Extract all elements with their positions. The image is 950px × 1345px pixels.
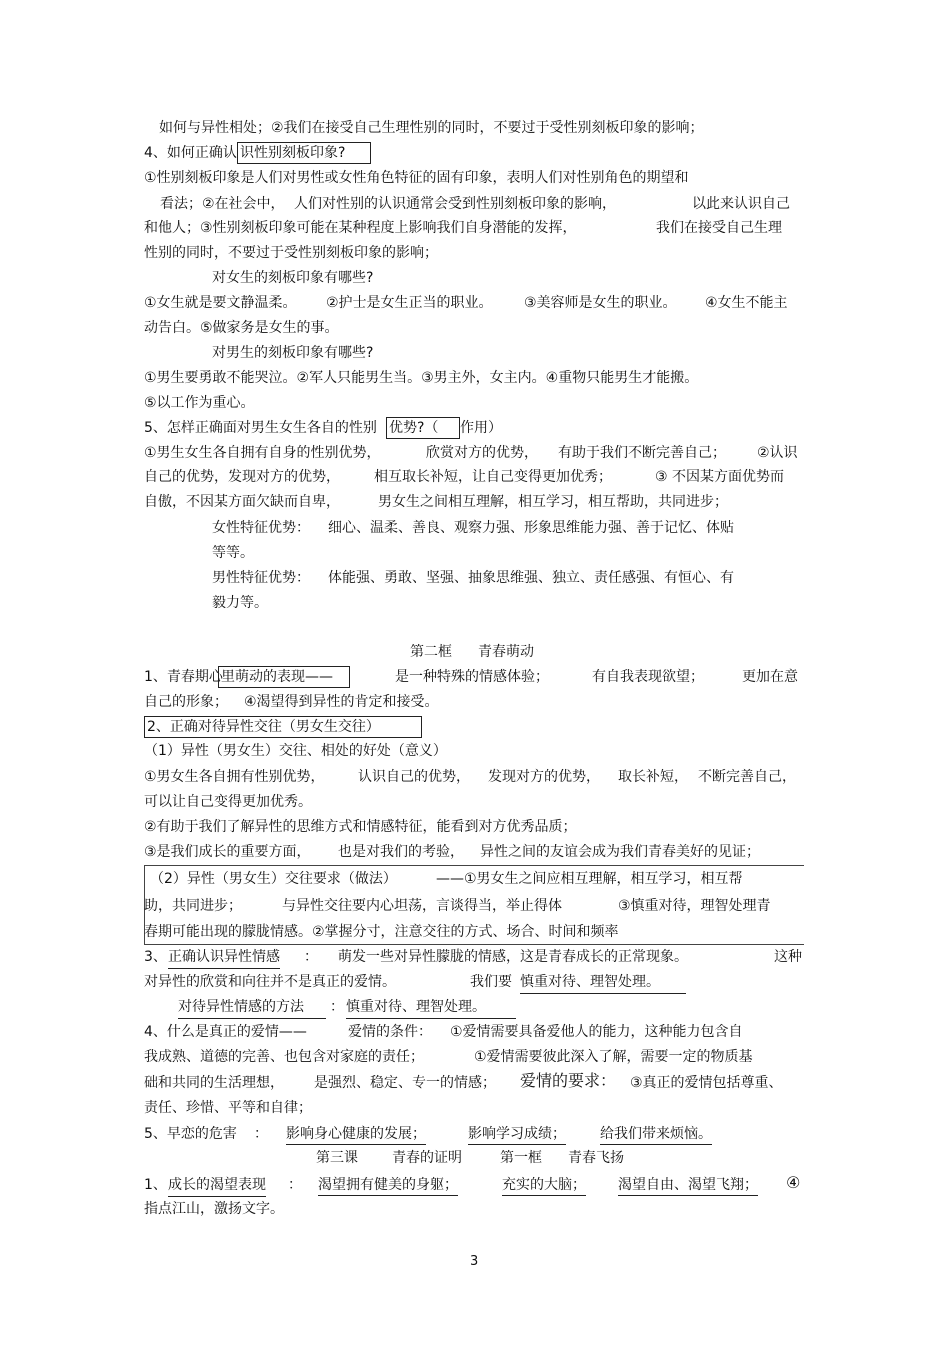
question-heading: 5、早恋的危害: [144, 1126, 237, 1142]
question-heading: 5、怎样正确面对男生女生各自的性别: [144, 420, 377, 436]
text-line: 也是对我们的考验，: [338, 844, 464, 860]
text-line: 有自我表现欲望；: [592, 669, 704, 685]
lesson-title: 第一框: [500, 1150, 542, 1166]
question-heading: 3、: [144, 949, 167, 965]
underlined-text: 影响身心健康的发展；: [286, 1124, 426, 1145]
text-line: 女性特征优势：: [212, 520, 310, 536]
text-line: ：: [304, 949, 318, 965]
text-line: ①男女生各自拥有性别优势，: [144, 769, 325, 785]
underlined-text: 渴望拥有健美的身躯；: [318, 1175, 458, 1196]
emphasis-heading: 爱情的要求：: [520, 1071, 617, 1090]
underlined-text: 影响学习成绩；: [468, 1124, 566, 1145]
underlined-term: 慎重对待、理智处理。: [520, 972, 686, 994]
text-line: 自傲，不因某方面欠缺而自卑，: [144, 494, 340, 510]
text-line: 体能强、勇敢、坚强、抽象思维强、独立、责任感强、有恒心、有: [328, 570, 734, 586]
text-line: 动告白。⑤做家务是女生的事。: [144, 320, 339, 336]
text-line: ：: [288, 1177, 302, 1193]
sub-heading: 对男生的刻板印象有哪些?: [212, 345, 374, 361]
text-line: 性别的同时，不要过于受性别刻板印象的影响；: [144, 245, 438, 261]
text-line: 我们要: [470, 974, 512, 990]
section-title: 青春萌动: [478, 644, 534, 660]
text-line: ①性别刻板印象是人们对男性或女性角色特征的固有印象，表明人们对性别角色的期望和: [144, 170, 689, 186]
text-line: ③真正的爱情包括尊重、: [630, 1075, 783, 1091]
text-line: 更加在意: [742, 669, 798, 685]
frame-border-top: [144, 865, 804, 866]
text-line: 等等。: [212, 545, 254, 561]
text-line: ②认识: [757, 445, 798, 461]
text-line: 以此来认识自己: [692, 196, 790, 212]
text-line: 与异性交往要内心坦荡，言谈得当，举止得体: [282, 898, 562, 914]
text-line: ①男生女生各自拥有自身的性别优势，: [144, 445, 381, 461]
question-heading: 1、青春期心: [144, 669, 223, 685]
text-line: ②护士是女生正当的职业。: [326, 295, 493, 311]
text-line: 指点江山，激扬文字。: [144, 1201, 284, 1217]
text-line: ①男生要勇敢不能哭泣。②军人只能男生当。③男主外，女主内。④重物只能男生才能搬。: [144, 370, 699, 386]
text-line: 发现对方的优势，: [488, 769, 600, 785]
text-line: ④: [786, 1173, 801, 1192]
text-line: 可以让自己变得更加优秀。: [144, 794, 312, 810]
text-line: 我们在接受自己生理: [656, 220, 782, 236]
text-line: 不断完善自己，: [698, 769, 796, 785]
underlined-term: 慎重对待、理智处理。: [346, 997, 516, 1019]
text-line: ①女生就是要文静温柔。: [144, 295, 297, 311]
text-line: ：: [330, 999, 344, 1015]
text-line: 看法；②在社会中，: [160, 196, 285, 212]
text-line: 爱情的条件：: [348, 1024, 432, 1040]
text-line: 男性特征优势：: [212, 570, 310, 586]
text-line: 相互取长补短，让自己变得更加优秀；: [374, 469, 612, 485]
text-line: 是强烈、稳定、专一的情感；: [314, 1075, 496, 1091]
underlined-text: 充实的大脑；: [502, 1175, 586, 1196]
text-line: ④渴望得到异性的肯定和接受。: [244, 694, 439, 710]
lesson-title: 青春的证明: [392, 1150, 462, 1166]
text-line: ③美容师是女生的职业。: [524, 295, 677, 311]
boxed-heading: 2、正确对待异性交往（男女生交往）: [144, 716, 422, 738]
text-line: ①爱情需要彼此深入了解，需要一定的物质基: [474, 1049, 753, 1065]
text-line: ①爱情需要具备爱他人的能力，这种能力包含自: [450, 1024, 743, 1040]
text-line: ④女生不能主: [705, 295, 788, 311]
text-line: 责任、珍惜、平等和自律；: [144, 1100, 312, 1116]
boxed-heading: 优势?（: [386, 417, 460, 439]
sub-heading: （1）异性（男女生）交往、相处的好处（意义）: [144, 743, 447, 759]
text-line: 自己的优势，发现对方的优势，: [144, 469, 340, 485]
text-line: 异性之间的友谊会成为我们青春美好的见证；: [480, 844, 760, 860]
question-heading: 4、什么是真正的爱情——: [144, 1024, 307, 1040]
boxed-heading: 里萌动的表现——: [218, 666, 350, 688]
text-line: 有助于我们不断完善自己；: [558, 445, 726, 461]
text-line: ：: [254, 1126, 268, 1142]
boxed-heading: 识性别刻板印象?: [237, 142, 371, 164]
text-line: 萌发一些对异性朦胧的情感，这是青春成长的正常现象。: [338, 949, 688, 965]
underlined-term: 对待异性情感的方法: [178, 997, 326, 1019]
page-number: 3: [470, 1254, 479, 1269]
text-line: 人们对性别的认识通常会受到性别刻板印象的影响，: [294, 196, 616, 212]
text-line: 细心、温柔、善良、观察力强、形象思维能力强、善于记忆、体贴: [328, 520, 734, 536]
sub-heading: 对女生的刻板印象有哪些?: [212, 270, 374, 286]
underlined-term: 成长的渴望表现: [168, 1175, 266, 1197]
question-heading: 4、如何正确认: [144, 145, 237, 161]
text-line: ③ 不因某方面优势而: [655, 469, 785, 485]
text-line: 作用）: [460, 420, 502, 436]
text-line: 自己的形象；: [144, 694, 228, 710]
text-line: ②有助于我们了解异性的思维方式和情感特征，能看到对方优秀品质；: [144, 819, 577, 835]
text-line: 和他人；③性别刻板印象可能在某种程度上影响我们自身潜能的发挥，: [144, 220, 577, 236]
text-line: 这种: [774, 949, 802, 965]
underlined-text: 渴望自由、渴望飞翔；: [618, 1175, 758, 1196]
text-line: 助，共同进步；: [144, 898, 242, 914]
text-line: ③是我们成长的重要方面，: [144, 844, 311, 860]
underlined-text: 给我们带来烦恼。: [600, 1124, 712, 1145]
section-title: 第二框: [410, 644, 452, 660]
question-heading: 1、: [144, 1177, 167, 1193]
text-line: 欣赏对方的优势，: [426, 445, 538, 461]
text-line: 男女生之间相互理解，相互学习，相互帮助，共同进步；: [378, 494, 728, 510]
frame-border-bottom: [144, 944, 804, 945]
text-line: 取长补短，: [618, 769, 688, 785]
text-line: 我成熟、道德的完善、也包含对家庭的责任；: [144, 1049, 424, 1065]
text-line: 对异性的欣赏和向往并不是真正的爱情。: [144, 974, 396, 990]
text-line: 础和共同的生活理想，: [144, 1075, 284, 1091]
text-line: ③慎重对待，理智处理青: [618, 898, 771, 914]
text-line: ⑤以工作为重心。: [144, 395, 255, 411]
text-line: ——①男女生之间应相互理解，相互学习，相互帮: [436, 871, 743, 887]
text-line: 毅力等。: [212, 595, 268, 611]
lesson-title: 青春飞扬: [568, 1150, 624, 1166]
text-line: 认识自己的优势，: [358, 769, 470, 785]
sub-heading: （2）异性（男女生）交往要求（做法）: [150, 871, 397, 887]
lesson-title: 第三课: [316, 1150, 358, 1166]
text-line: 如何与异性相处；②我们在接受自己生理性别的同时，不要过于受性别刻板印象的影响；: [159, 120, 704, 136]
text-line: 是一种特殊的情感体验；: [395, 669, 549, 685]
text-line: 春期可能出现的朦胧情感。②掌握分寸，注意交往的方式、场合、时间和频率: [144, 924, 619, 940]
underlined-term: 正确认识异性情感: [168, 947, 280, 969]
